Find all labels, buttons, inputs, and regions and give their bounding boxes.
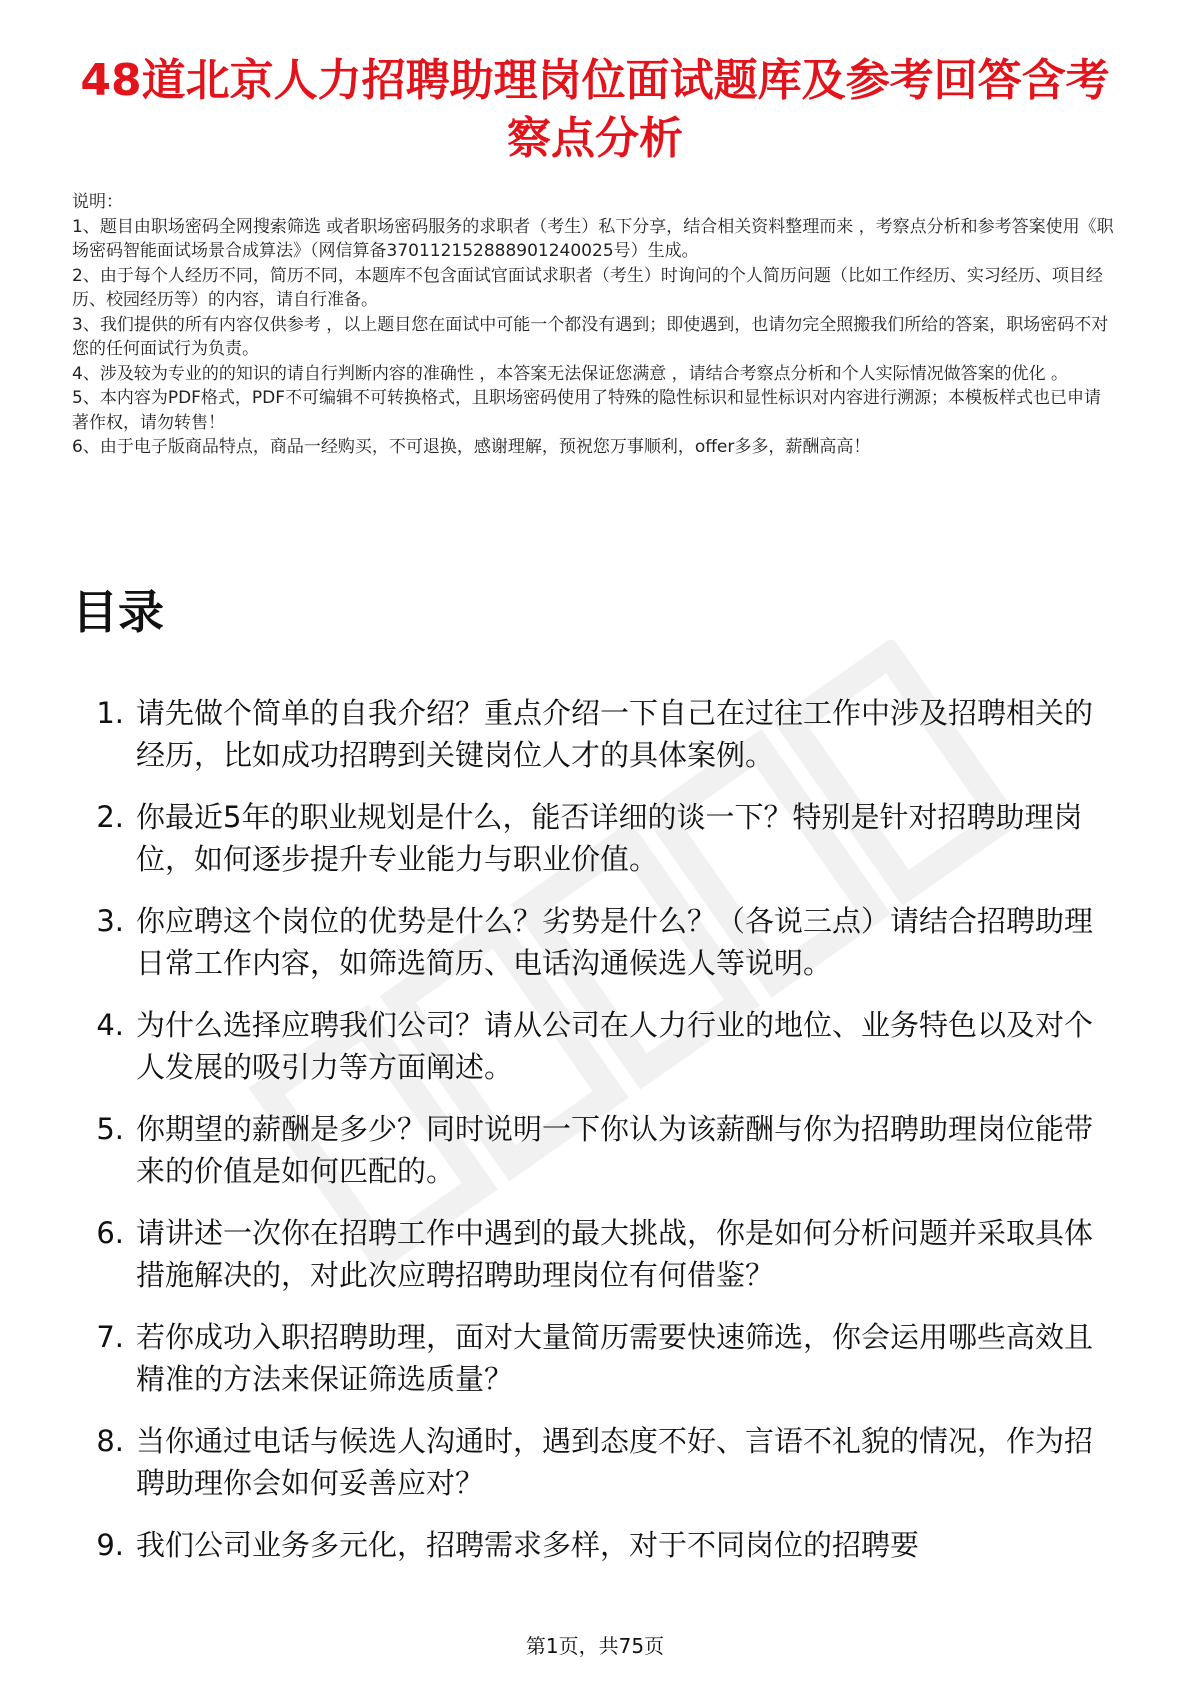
toc-item-text: 你期望的薪酬是多少？同时说明一下你认为该薪酬与你为招聘助理岗位能带来的价值是如何匹配的。	[136, 1112, 1094, 1188]
toc-list	[72, 692, 1122, 1586]
toc-item-number: 4.	[96, 1008, 124, 1042]
toc-item-text: 你应聘这个岗位的优势是什么？劣势是什么？（各说三点）请结合招聘助理日常工作内容，如筛选简历、电话沟通候选人等说明。	[136, 904, 1094, 980]
toc-item-text: 为什么选择应聘我们公司？请从公司在人力行业的地位、业务特色以及对个人发展的吸引力等方面阐述。	[136, 1008, 1094, 1084]
toc-item-number: 1.	[96, 696, 124, 730]
toc-item-number: 7.	[96, 1320, 124, 1354]
toc-item-text: 你最近5年的职业规划是什么，能否详细的谈一下？特别是针对招聘助理岗位，如何逐步提升专业能力与职业价值。	[136, 800, 1083, 876]
toc-item-number: 8.	[96, 1424, 124, 1458]
toc-item-text: 若你成功入职招聘助理，面对大量简历需要快速筛选，你会运用哪些高效且精准的方法来保证筛选质量？	[136, 1320, 1094, 1396]
toc-item-number: 2.	[96, 800, 124, 834]
toc-item[interactable]	[72, 1108, 1122, 1192]
toc-item-number: 9.	[96, 1528, 124, 1562]
toc-item-text: 当你通过电话与候选人沟通时，遇到态度不好、言语不礼貌的情况，作为招聘助理你会如何妥善应对？	[136, 1424, 1094, 1500]
toc-item-number: 5.	[96, 1112, 124, 1146]
toc-item[interactable]	[72, 1212, 1122, 1296]
toc-heading: 目录	[72, 585, 164, 639]
toc-item-number: 3.	[96, 904, 124, 938]
page-footer: 第1页，共75页	[525, 1634, 665, 1658]
toc-item[interactable]	[72, 796, 1122, 880]
note-item-1: 1、题目由职场密码全网搜索筛选 或者职场密码服务的求职者（考生）私下分享，结合相关资料整理而来 ，考察点分析和参考答案使用《职场密码智能面试场景合成算法》（网信算备370112152888901240025号）生成。	[72, 216, 1114, 261]
toc-item-text: 请先做个简单的自我介绍？重点介绍一下自己在过往工作中涉及招聘相关的经历，比如成功招聘到关键岗位人才的具体案例。	[136, 696, 1094, 772]
toc-item-number: 6.	[96, 1216, 124, 1250]
toc-item[interactable]	[72, 1420, 1122, 1504]
note-item-6: 6、由于电子版商品特点，商品一经购买，不可退换，感谢理解，预祝您万事顺利，offer多多，薪酬高高！	[72, 437, 871, 457]
disclaimer-notes	[72, 190, 1118, 460]
toc-item[interactable]	[72, 1316, 1122, 1400]
note-item-2: 2、由于每个人经历不同，简历不同，本题库不包含面试官面试求职者（考生）时询问的个人简历问题（比如工作经历、实习经历、项目经历、校园经历等）的内容，请自行准备。	[72, 265, 1103, 310]
toc-item[interactable]	[72, 900, 1122, 984]
document-title: 48道北京人力招聘助理岗位面试题库及参考回答含考察点分析	[80, 55, 1110, 164]
notes-label: 说明：	[72, 192, 123, 212]
toc-item-text: 请讲述一次你在招聘工作中遇到的最大挑战，你是如何分析问题并采取具体措施解决的，对此次应聘招聘助理岗位有何借鉴？	[136, 1216, 1094, 1292]
toc-item[interactable]	[72, 1004, 1122, 1088]
note-item-3: 3、我们提供的所有内容仅供参考 ，以上题目您在面试中可能一个都没有遇到；即使遇到，也请勿完全照搬我们所给的答案，职场密码不对您的任何面试行为负责。	[72, 314, 1109, 359]
note-item-4: 4、涉及较为专业的的知识的请自行判断内容的准确性 ，本答案无法保证您满意 ，请结合考察点分析和个人实际情况做答案的优化 。	[72, 363, 1069, 384]
toc-item[interactable]	[72, 692, 1122, 776]
toc-item-text: 我们公司业务多元化，招聘需求多样，对于不同岗位的招聘要	[136, 1528, 920, 1562]
toc-item[interactable]	[72, 1524, 1122, 1566]
note-item-5: 5、本内容为PDF格式，PDF不可编辑不可转换格式，且职场密码使用了特殊的隐性标识和显性标识对内容进行溯源；本模板样式也已申请著作权，请勿转售！	[72, 388, 1102, 433]
